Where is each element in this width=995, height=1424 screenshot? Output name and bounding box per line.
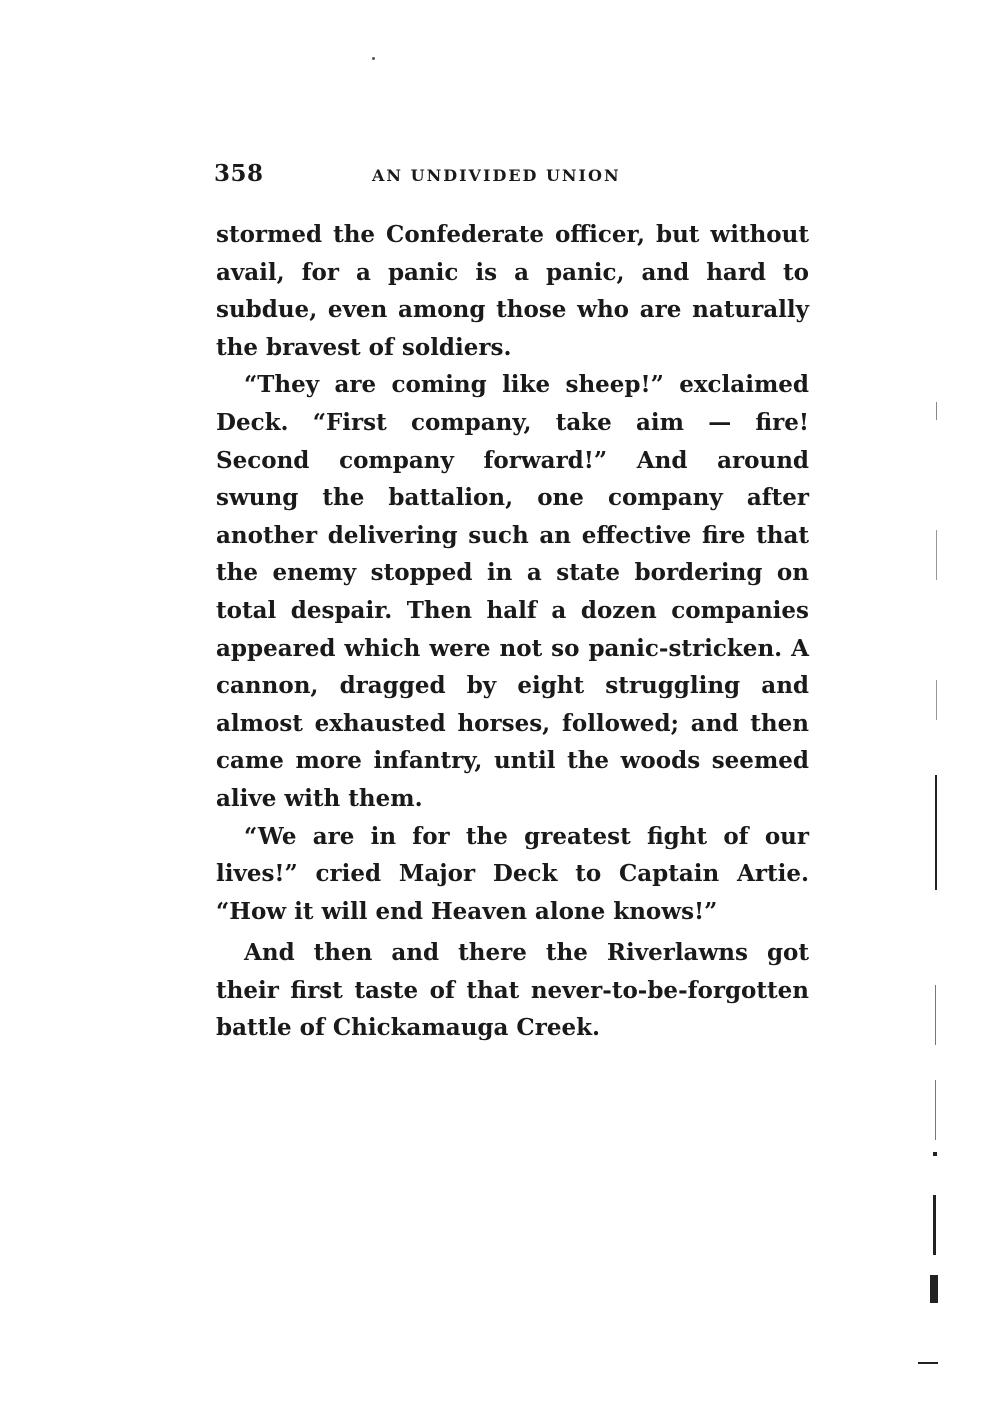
scan-speck bbox=[372, 57, 375, 60]
scan-mark bbox=[918, 1362, 938, 1364]
paragraph-4: And then and there the Riverlawns got their first taste of that never-to-be-forgotten battle of Chickamauga Creek. bbox=[216, 939, 809, 1042]
scan-mark bbox=[936, 530, 937, 580]
scan-mark bbox=[936, 402, 937, 420]
paragraph-1: stormed the Confederate officer, but without avail, for a panic is a panic, and hard to subdue, even among those who are naturally the bravest of soldiers. bbox=[216, 221, 809, 361]
page-text bbox=[216, 216, 809, 1047]
paragraph-3: “We are in for the greatest fight of our lives!” cried Major Deck to Captain Artie. “How it will end Heaven alone knows!” bbox=[216, 822, 809, 925]
scan-mark bbox=[936, 680, 937, 720]
scan-mark bbox=[933, 1195, 936, 1255]
paragraph-2: “They are coming like sheep!” exclaimed Deck. “First company, take aim — fire! Second company forward!” And around swung the battalion, one company after another delivering such an effective fire that the enemy stopped in a state bordering on total despair. Then half a dozen companies appeared which were not so panic-stricken. A cannon, dragged by eight struggling and almost exhausted horses, followed; and then came more infantry, until the woods seemed alive with them. bbox=[216, 371, 809, 812]
scan-mark bbox=[935, 775, 937, 890]
scan-mark bbox=[930, 1275, 938, 1303]
scan-mark bbox=[935, 985, 936, 1045]
running-title: AN UNDIVIDED UNION bbox=[372, 166, 621, 185]
page-number: 358 bbox=[214, 160, 264, 187]
scan-mark bbox=[935, 1080, 936, 1140]
scan-mark bbox=[933, 1152, 937, 1156]
